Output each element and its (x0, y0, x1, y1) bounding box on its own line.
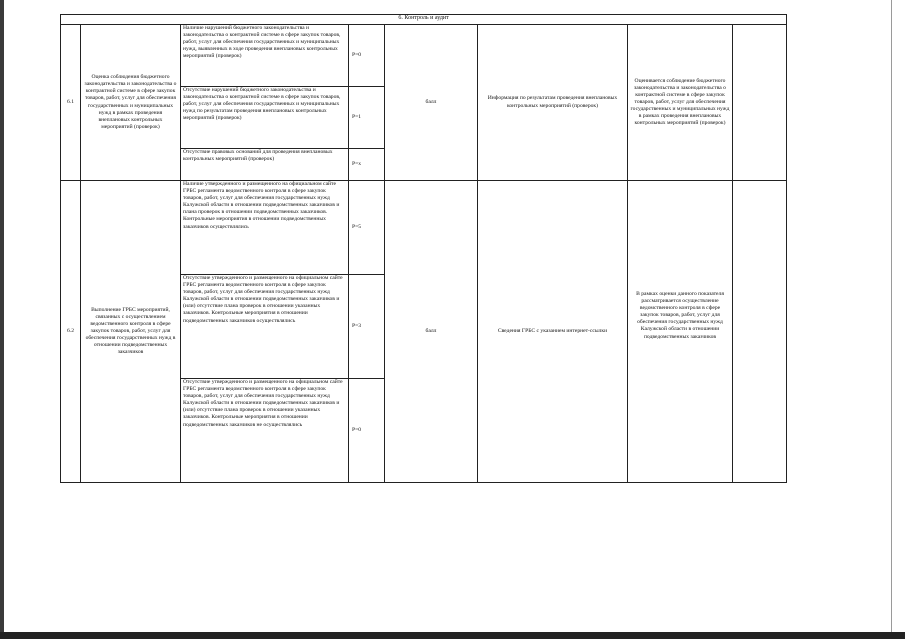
condition-text: Наличие утвержденного и размещенного на официальном сайте ГРБС регламента ведомственного контроля в сфере закупок товаров, работ, услуг для обеспечения государственных нужд Калужской области в отношении подведомственных заказчиков и плана проверок в отношении подведомственных заказчиков. Контрольные мероприятия в отношении подведомственных заказчиков осуществлялись (181, 181, 349, 275)
section-header-row (61, 15, 787, 25)
extra-cell (733, 25, 787, 181)
table-row (61, 25, 787, 87)
score-value: P=5 (349, 181, 385, 275)
data-source: Информация по результатам проведения внеплановых контрольных мероприятий (проверок) (478, 25, 628, 181)
condition-text: Отсутствие утвержденного и размещенного на официальном сайте ГРБС регламента ведомственного контроля в сфере закупок товаров, работ, услуг для обеспечения государственных нужд Калужской области в отношении подведомственных заказчиков и (или) отсутствие плана проверок в отношении указанных заказчиков. Контрольные мероприятия в отношении подведомственных заказчиков не осуществлялись (181, 379, 349, 483)
score-value: P=x (349, 149, 385, 181)
score-value: P=3 (349, 275, 385, 379)
criteria-table (60, 14, 787, 483)
unit-label: балл (385, 181, 478, 483)
section-title: 6. Контроль и аудит (61, 15, 787, 25)
extra-cell (733, 181, 787, 483)
table-row (61, 181, 787, 275)
row-number: 6.2 (61, 181, 81, 483)
comment: Оценивается соблюдение бюджетного законодательства и законодательства о контрактной системе в сфере закупок товаров, работ, услуг для обеспечения государственных и муниципальных нужд в рамках проведения внеплановых контрольных мероприятий (проверок) (628, 25, 733, 181)
scan-edge-bottom (0, 632, 905, 639)
data-source: Сведения ГРБС с указанием интернет-ссылки (478, 181, 628, 483)
unit-label: балл (385, 25, 478, 181)
score-value: P=1 (349, 87, 385, 149)
score-value: P=0 (349, 379, 385, 483)
condition-text: Наличие нарушений бюджетного законодательства и законодательства о контрактной системе в сфере закупок товаров, работ, услуг для обеспечения государственных и муниципальных нужд, выявленных в ходе проведения внеплановых контрольных мероприятий (проверок) (181, 25, 349, 87)
scan-edge-left (0, 0, 4, 639)
indicator-name: Оценка соблюдения бюджетного законодательства и законодательства о контрактной системе в сфере закупок товаров, работ, услуг для обеспечения государственных и муниципальных нужд в рамках проведения внеплановых контрольных мероприятий (проверок) (81, 25, 181, 181)
condition-text: Отсутствие нарушений бюджетного законодательства и законодательства о контрактной системе в сфере закупок товаров, работ, услуг для обеспечения государственных и муниципальных нужд по результатам проведения внеплановых контрольных мероприятий (проверок) (181, 87, 349, 149)
indicator-name: Выполнение ГРБС мероприятий, связанных с осуществлением ведомственного контроля в сфере закупок товаров, работ, услуг для обеспечения государственных нужд в отношении подведомственных заказчиков (81, 181, 181, 483)
scan-edge-right (891, 0, 892, 639)
comment: В рамках оценки данного показателя рассматривается осуществление ведомственного контроля в сфере закупок товаров, работ, услуг для обеспечения государственных нужд Калужской области в отношении подведомственных заказчиков (628, 181, 733, 483)
condition-text: Отсутствие утвержденного и размещенного на официальном сайте ГРБС регламента ведомственного контроля в сфере закупок товаров, работ, услуг для обеспечения государственных нужд Калужской области в отношении подведомственных заказчиков и (или) отсутствие плана проверок в отношении указанных заказчиков. Контрольные мероприятия в отношении подведомственных заказчиков осуществлялись (181, 275, 349, 379)
condition-text: Отсутствие правовых оснований для проведения внеплановых контрольных мероприятий (проверок) (181, 149, 349, 181)
row-number: 6.1 (61, 25, 81, 181)
score-value: P=0 (349, 25, 385, 87)
